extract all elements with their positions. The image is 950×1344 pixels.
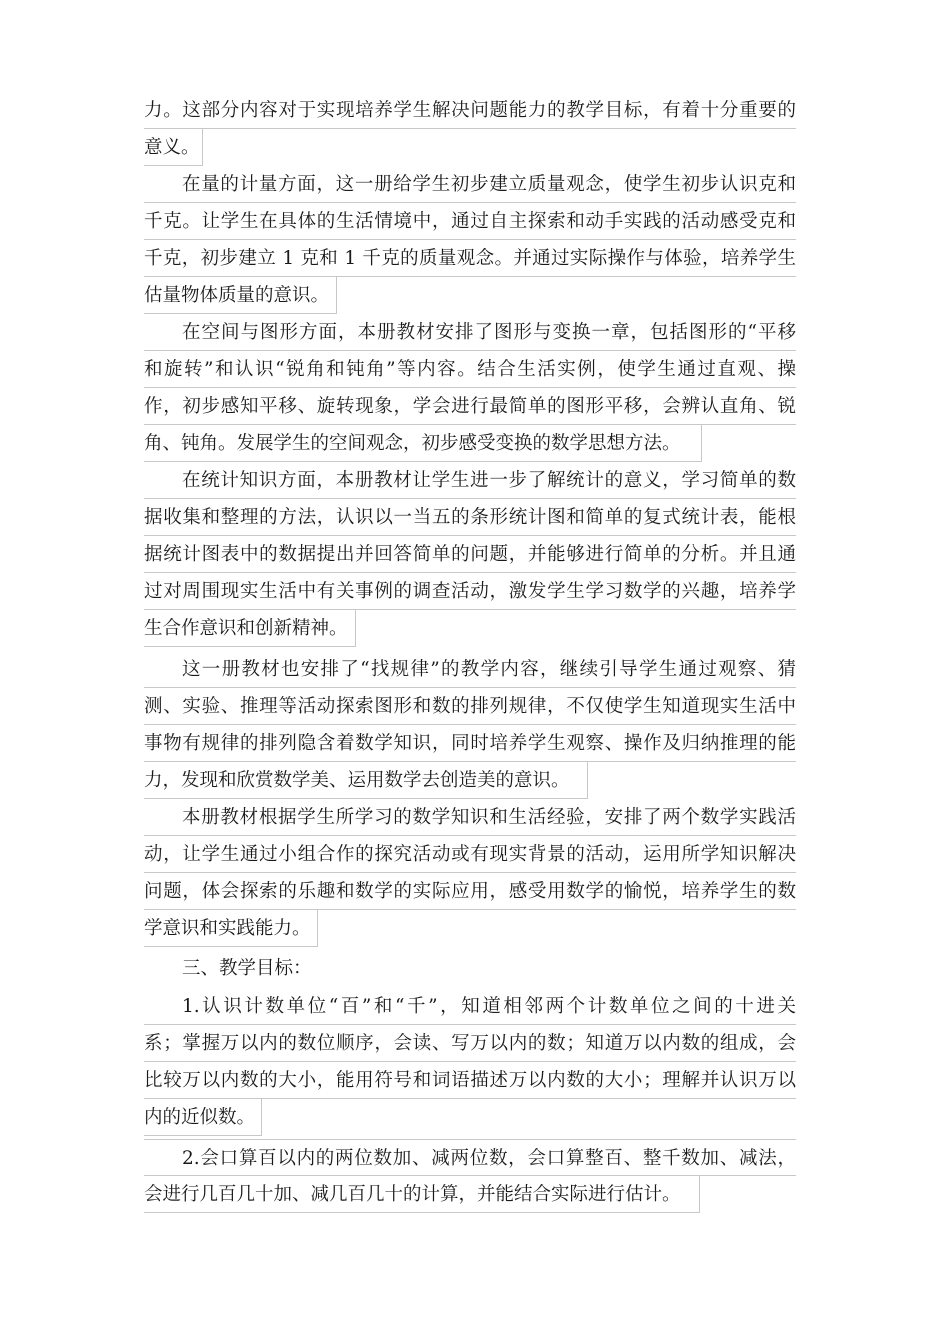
text-line: 问题，体会探索的乐趣和数学的实际应用，感受用数学的愉悦，培养学生的数: [144, 873, 796, 910]
text-line: 据统计图表中的数据提出并回答简单的问题，并能够进行简单的分析。并且通: [144, 536, 796, 573]
text-line: 事物有规律的排列隐含着数学知识，同时培养学生观察、操作及归纳推理的能: [144, 725, 796, 762]
text-line: 生合作意识和创新精神。: [144, 610, 356, 647]
text-line: 千克，初步建立 1 克和 1 千克的质量观念。并通过实际操作与体验，培养学生: [144, 240, 796, 277]
text-line: 这一册教材也安排了“找规律”的教学内容，继续引导学生通过观察、猜: [144, 651, 796, 688]
text-line: 意义。: [144, 129, 203, 166]
section-heading: 三、教学目标：: [182, 958, 312, 979]
text-line: 千克。让学生在具体的生活情境中，通过自主探索和动手实践的活动感受克和: [144, 203, 796, 240]
text-line: 力，发现和欣赏数学美、运用数学去创造美的意识。: [144, 762, 588, 799]
text-line: 本册教材根据学生所学习的数学知识和生活经验，安排了两个数学实践活: [144, 799, 796, 836]
text-line: 估量物体质量的意识。: [144, 277, 337, 314]
text-line: 内的近似数。: [144, 1099, 262, 1136]
text-line: 动，让学生通过小组合作的探究活动或有现实背景的活动，运用所学知识解决: [144, 836, 796, 873]
text-line: 测、实验、推理等活动探索图形和数的排列规律，不仅使学生知道现实生活中: [144, 688, 796, 725]
text-line: 比较万以内数的大小，能用符号和词语描述万以内数的大小；理解并认识万以: [144, 1062, 796, 1099]
text-line: 2.会口算百以内的两位数加、减两位数，会口算整百、整千数加、减法，: [144, 1139, 796, 1176]
text-line: 力。这部分内容对于实现培养学生解决问题能力的教学目标，有着十分重要的: [144, 92, 796, 129]
text-line: 过对周围现实生活中有关事例的调查活动，激发学生学习数学的兴趣，培养学: [144, 573, 796, 610]
text-line: 1.认识计数单位“百”和“千”，知道相邻两个计数单位之间的十进关: [144, 988, 796, 1025]
text-line: 在统计知识方面，本册教材让学生进一步了解统计的意义，学习简单的数: [144, 462, 796, 499]
text-line: 角、钝角。发展学生的空间观念，初步感受变换的数学思想方法。: [144, 425, 702, 462]
text-line: 和旋转”和认识“锐角和钝角”等内容。结合生活实例，使学生通过直观、操: [144, 351, 796, 388]
text-line: 学意识和实践能力。: [144, 910, 318, 947]
text-line: 在空间与图形方面，本册教材安排了图形与变换一章，包括图形的“平移: [144, 314, 796, 351]
text-line: 在量的计量方面，这一册给学生初步建立质量观念，使学生初步认识克和: [144, 166, 796, 203]
text-line: 作，初步感知平移、旋转现象，学会进行最简单的图形平移，会辨认直角、锐: [144, 388, 796, 425]
text-line: 据收集和整理的方法，认识以一当五的条形统计图和简单的复式统计表，能根: [144, 499, 796, 536]
text-line: 会进行几百几十加、减几百几十的计算，并能结合实际进行估计。: [144, 1176, 700, 1213]
text-line: 系；掌握万以内的数位顺序，会读、写万以内的数；知道万以内数的组成，会: [144, 1025, 796, 1062]
